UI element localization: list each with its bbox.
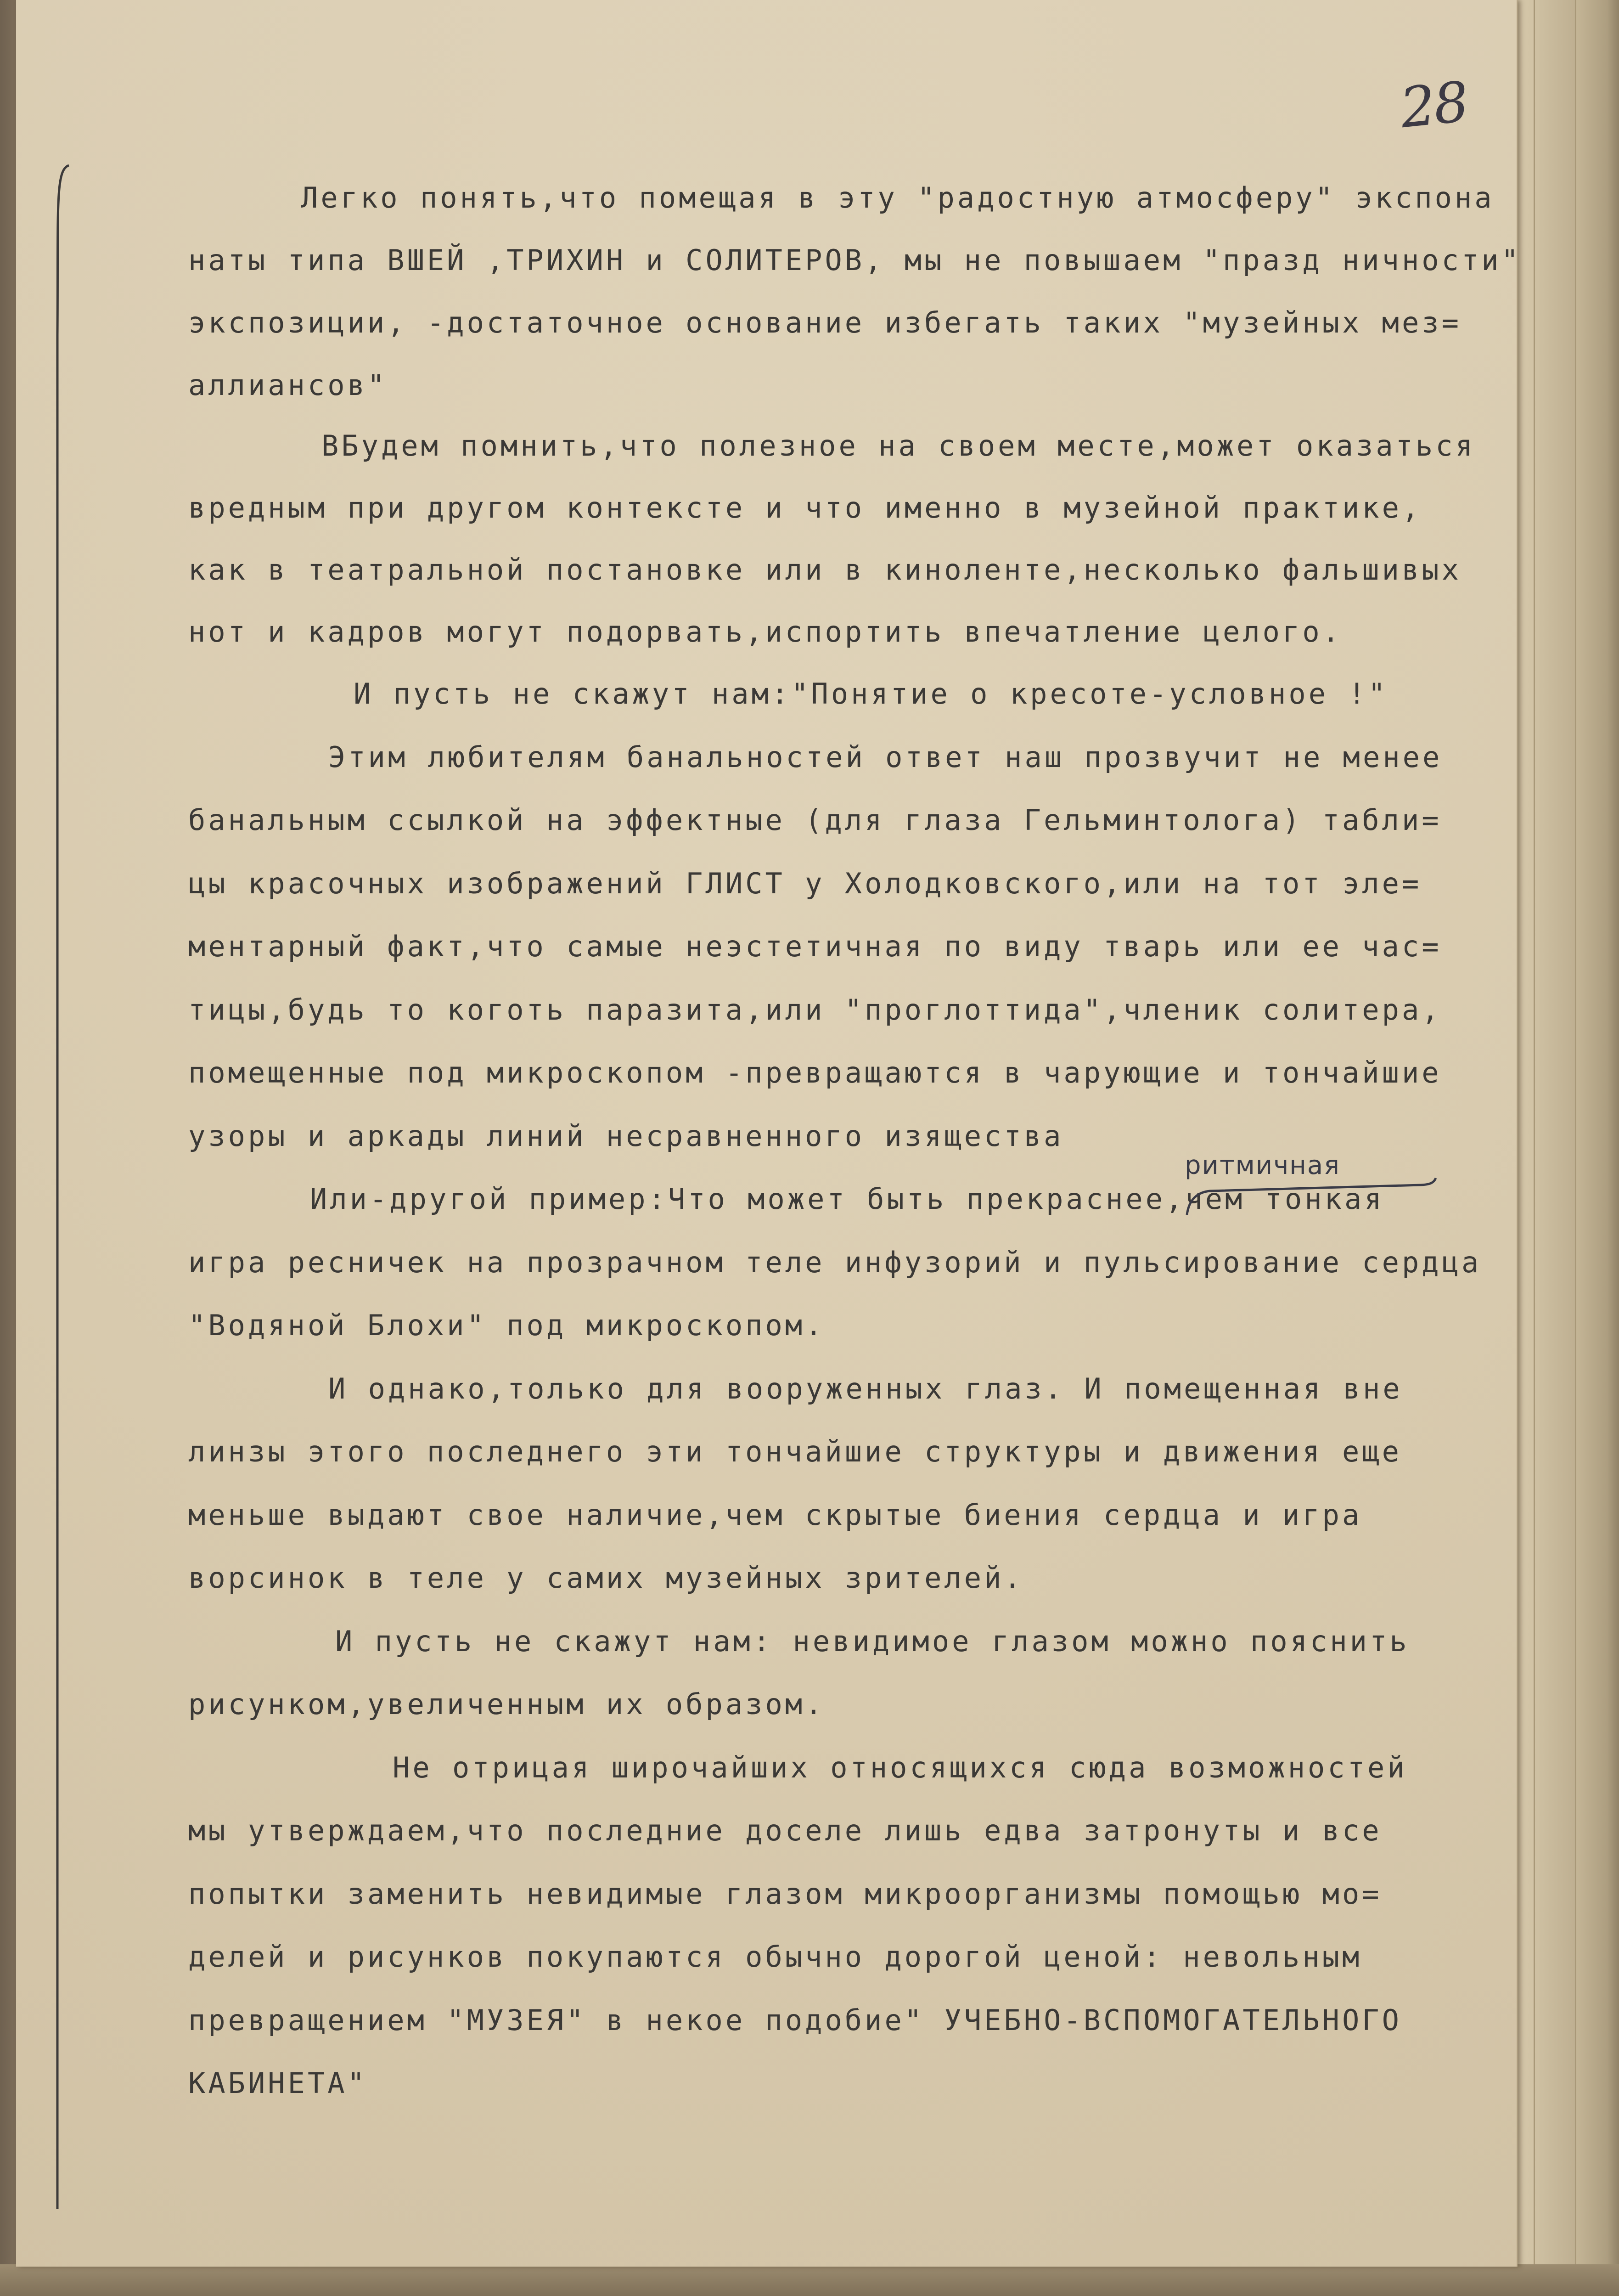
text-line: Легко понять,что помещая в эту "радостную атмосферу" экспона [301, 181, 1495, 214]
insertion-caret [1182, 1164, 1439, 1219]
text-line: И однако,только для вооруженных глаз. И помещенная вне [328, 1372, 1403, 1405]
text-line: вредным при другом контексте и что именно в музейной практике, [188, 491, 1422, 525]
text-line: узоры и аркады линий несравненного изящества [188, 1119, 1064, 1153]
text-line: цы красочных изображений ГЛИСТ у Холодковского,или на тот эле= [188, 867, 1422, 900]
text-line: помещенные под микроскопом -превращаются в чарующие и тончайшие [188, 1056, 1442, 1089]
text-line: ВБудем помнить,что полезное на своем месте,может оказаться [321, 429, 1475, 463]
text-line: И пусть не скажут нам:"Понятие о кресоте-условное !" [354, 677, 1389, 711]
text-line: тицы,будь то коготь паразита,или "проглоттида",членик солитера, [188, 993, 1442, 1027]
text-line: игра ресничек на прозрачном теле инфузорий и пульсирование сердца [188, 1246, 1482, 1279]
text-line: банальным ссылкой на эффектные (для глаза Гельминтолога) табли= [188, 803, 1442, 837]
page-number: 28 [1397, 70, 1470, 141]
text-line: ментарный факт,что самые неэстетичная по виду тварь или ее час= [188, 930, 1442, 963]
text-line: попытки заменить невидимые глазом микроорганизмы помощью мо= [188, 1877, 1382, 1911]
handwritten-insertion: ритмичная [1185, 1151, 1340, 1180]
text-line: нот и кадров могут подорвать,испортить впечатление целого. [188, 615, 1342, 649]
text-line: аллиансов" [188, 368, 388, 402]
typewritten-page [16, 0, 1521, 2267]
margin-bracket [48, 152, 76, 2218]
folder-board [0, 2264, 1619, 2296]
text-line: ворсинок в теле у самих музейных зрителей. [188, 1561, 1024, 1595]
text-line: линзы этого последнего эти тончайшие структуры и движения еще [188, 1435, 1402, 1468]
text-line: как в театральной постановке или в киноленте,несколько фальшивых [188, 553, 1462, 587]
text-line: экспозиции, -достаточное основание избегать таких "музейных мез= [188, 306, 1462, 339]
text-line: КАБИНЕТА" [188, 2066, 367, 2100]
text-line: меньше выдают свое наличие,чем скрытые биения сердца и игра [188, 1498, 1362, 1532]
text-line: рисунком,увеличенным их образом. [188, 1687, 825, 1721]
text-line: Не отрицая широчайших относящихся сюда возможностей [393, 1751, 1407, 1784]
back-sheet [1575, 0, 1619, 2273]
text-line: превращением "МУЗЕЯ" в некое подобие" УЧЕБНО-ВСПОМОГАТЕЛЬНОГО [188, 2003, 1402, 2037]
text-line: мы утверждаем,что последние доселе лишь едва затронуты и все [188, 1814, 1382, 1847]
text-line: делей и рисунков покупаются обычно дорогой ценой: невольным [188, 1940, 1362, 1974]
text-line: Или-другой пример:Что может быть прекраснее,чем тонкая [310, 1182, 1384, 1216]
text-line: И пусть не скажут нам: невидимое глазом можно пояснить [335, 1625, 1410, 1658]
text-line: "Водяной Блохи" под микроскопом. [188, 1309, 825, 1342]
text-line: наты типа ВШЕЙ ,ТРИХИН и СОЛИТЕРОВ, мы не повышаем "празд ничности" [188, 243, 1521, 277]
text-line: Этим любителям банальностей ответ наш прозвучит не менее [328, 740, 1443, 774]
